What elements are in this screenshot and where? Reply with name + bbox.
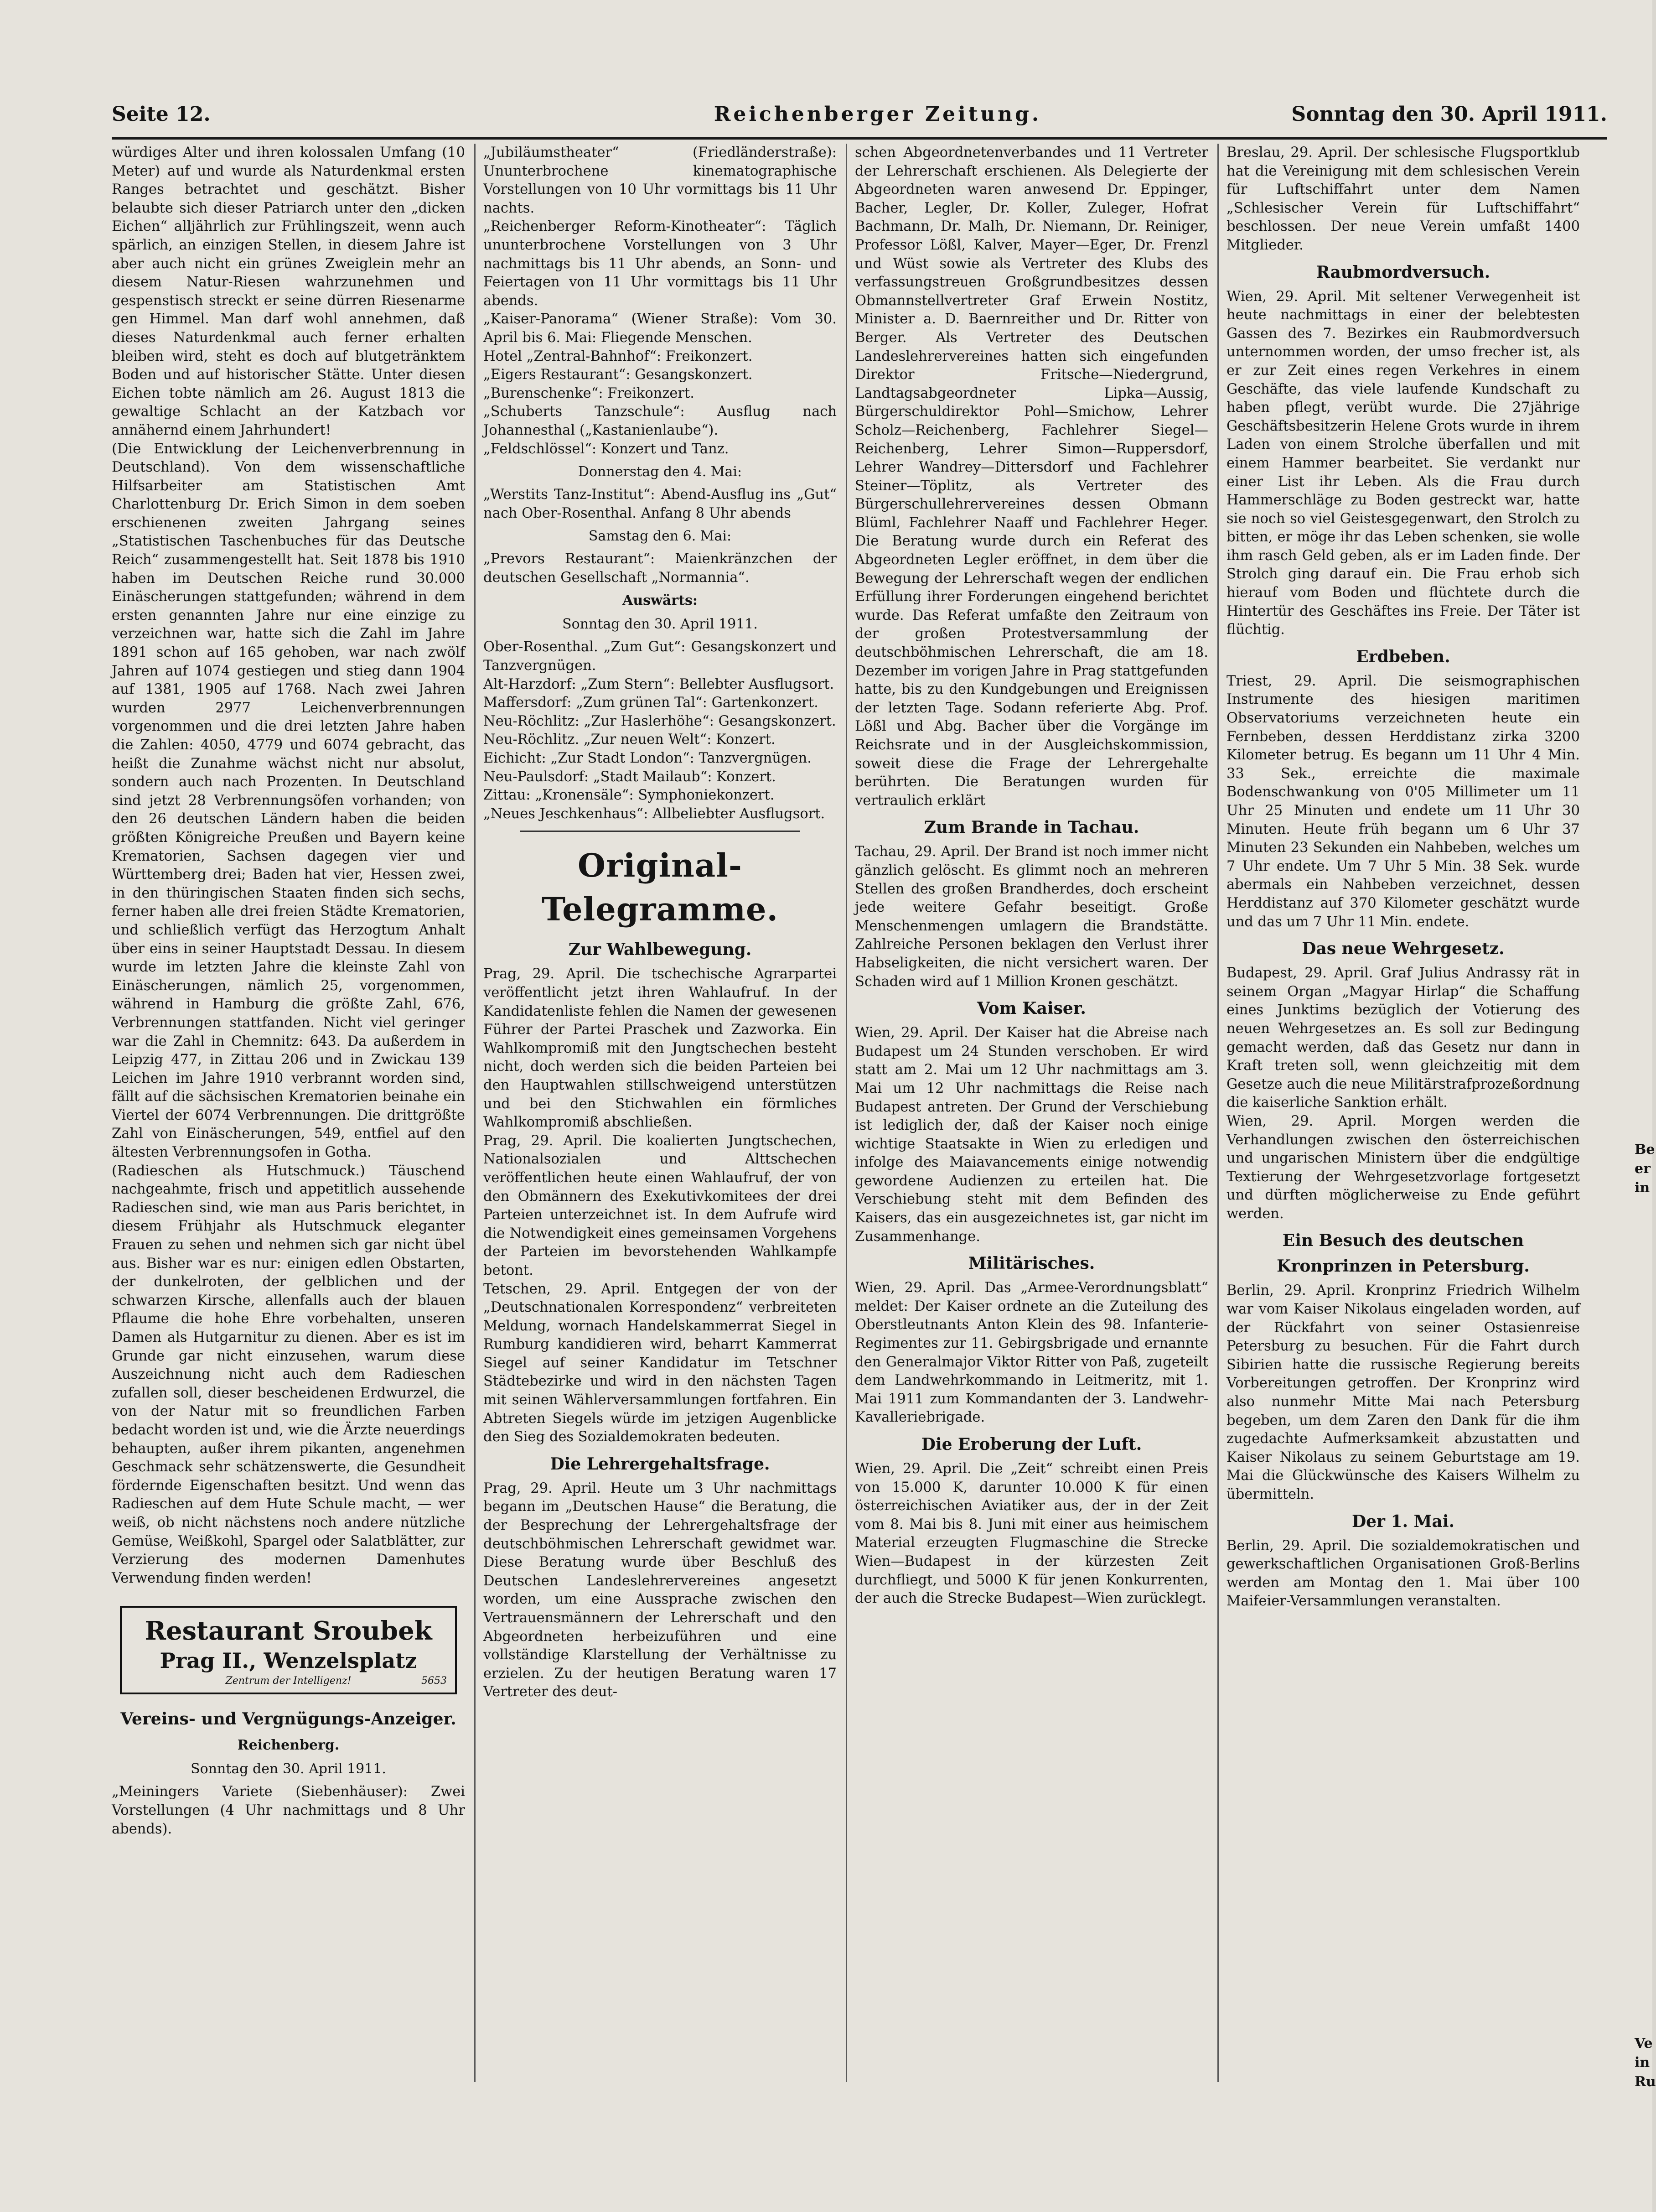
headline-erster-mai: Der 1. Mai. — [1351, 1511, 1455, 1531]
listing: „Reichenberger Reform-Kinotheater“: Täglich ununterbrochene Vorstellungen von 3 Uhr nachmittags bis 11 Uhr abends, an Sonn- und Feiertagen von 11 Uhr vormittags bis 11 Uhr abends. — [483, 218, 837, 309]
column-separator — [1217, 144, 1219, 2082]
adjacent-page-edge-bottom — [1635, 2034, 1656, 2092]
section-place-reichenberg: Reichenberg. — [237, 1737, 340, 1754]
listing: „Burenschenke“: Freikonzert. — [483, 385, 694, 401]
column-4 — [1226, 144, 1580, 2091]
listing: „Schuberts Tanzschule“: Ausflug nach Johannesthal („Kastanienlaube“). — [483, 404, 837, 438]
column-2 — [483, 144, 837, 2091]
column-separator — [474, 144, 476, 2082]
listing: „Werstits Tanz-Institut“: Abend-Ausflug ins „Gut“ nach Ober-Rosenthal. Anfang 8 Uhr abends — [483, 487, 837, 521]
listing: Zittau: „Kronensäle“: Symphoniekonzert. — [483, 787, 775, 804]
section-title-vereins: Vereins- und Vergnügungs-Anzeiger. — [120, 1709, 456, 1729]
section-title-telegramme: Original-Telegramme. — [542, 846, 778, 929]
headline-vom-kaiser: Vom Kaiser. — [977, 999, 1086, 1018]
article-text: Wien, 29. April. Der Kaiser hat die Abreise nach Budapest um 24 Stunden verschoben. Er wird statt am 2. Mai um 12 Uhr nachmittags am 3. Mai um 12 Uhr nachmittags die Reise nach Budapest antreten. Der Grund der Verschiebung ist lediglich der, daß der Kaiser noch einige wichtige Staatsakte in Wien zu erledigen und infolge des Maiavancements einige notwendig gewordene Audienzen zu erteilen hat. Die Verschiebung steht mit dem Befinden des Kaisers, das ein ausgezeichnetes ist, gar nicht im Zusammenhange. — [855, 1025, 1208, 1245]
listing: Alt-Harzdorf: „Zum Stern“: Bellebter Ausflugsort. — [483, 676, 834, 692]
article-radieschen: (Radieschen als Hutschmuck.) Täuschend nachgeahmte, frisch und appetitlich aussehende Radieschen sind, wie man aus Paris berichtet, in diesem Frühjahr als Hutschmuck eleganter Frauen zu sehen und nehmen sich gar nicht übel aus. Bisher war es nur: einigen edlen Obstarten, der dunkelroten, der gelblichen und der schwarzen Kirsche, allenfalls auch der blauen Pflaume die hohe Ehre vorbehalten, unseren Damen als Hutgarnitur zu dienen. Aber es ist im Grunde gar nicht einzusehen, warum diese Auszeichnung nicht auch dem Radieschen zufallen soll, dieser bescheidenen Erdwurzel, die von der Natur mit so freundlichen Farben bedacht worden ist und, wie die Ärzte neuerdings behaupten, außer ihrem pikanten, angenehmen Geschmack sehr schätzenswerte, die Gesundheit fördernde Eigenschaften besitzt. Und wenn das Radieschen auf dem Hute Schule macht, — wer weiß, ob nicht nächstens noch andere nützliche Gemüse, Weißkohl, Spargel oder Salatblätter, zur Verzierung des modernen Damenhutes Verwendung finden werden! — [112, 1163, 465, 1586]
article-text: Triest, 29. April. Die seismographischen Instrumente des hiesigen maritimen Observatoriums verzeichneten heute ein Fernbeben, dessen Herddistanz zirka 3200 Kilometer betrug. Es begann um 11 Uhr 4 Min. 33 Sek., erreichte die maximale Bodenschwankung von 0'05 Millimeter um 11 Uhr 25 Minuten und endete um 11 Uhr 30 Minuten. Heute früh begann um 6 Uhr 37 Minuten 23 Sekunden ein Nahbeben, welches um 7 Uhr endete. Um 7 Uhr 5 Min. 38 Sek. wurde abermals ein Nahbeben verzeichnet, dessen Herddistanz auf 370 Kilometer geschätzt wurde und das um 7 Uhr 11 Min. endete. — [1226, 673, 1580, 930]
article-text: Wien, 29. April. Mit seltener Verwegenheit ist heute nachmittags in einer der belebtesten Gassen des 7. Bezirkes ein Raubmordversuch unternommen worden, der umso frecher ist, als er zur Zeit eines regen Verkehres in einem Geschäfte, das viele laufende Kundschaft zu haben pflegt, verübt wurde. Die 27jährige Geschäftsbesitzerin Helene Grots wurde in ihrem Laden von einem Strolche überfallen und mit einem Hammer bearbeitet. Sie verdankt nur einer List ihr Leben. Als die Frau durch Hammerschläge zu Boden gestreckt war, hatte sie noch so viel Geistesgegenwart, den Strolch zu bitten, er möge ihr das Leben schenken, sie wolle ihm rasch Geld geben, als er im Laden finde. Der Strolch ging darauf ein. Die Frau erhob sich hierauf vom Boden und flüchtete durch die Hintertür des Geschäftes ins Freie. Der Täter ist flüchtig. — [1226, 288, 1580, 638]
article-text: Wien, 29. April. Das „Armee-Verordnungsblatt“ meldet: Der Kaiser ordnete an die Zuteilung des Oberstleutnants Anton Klein des 98. Infanterie-Regimentes zur 11. Gebirgsbrigade und ernannte den Generalmajor Viktor Ritter von Paß, zugeteilt dem Landwehrkommando in Leitmeritz, mit 1. Mai 1911 zum Kommandanten der 3. Landwehr-Kavalleriebrigade. — [855, 1280, 1208, 1426]
vereins-listing: „Meiningers Variete (Siebenhäuser): Zwei Vorstellungen (4 Uhr nachmittags und 8 Uhr abends). — [112, 1784, 465, 1837]
headline-kronprinz-1: Ein Besuch des deutschen — [1282, 1231, 1524, 1251]
listing: „Kaiser-Panorama“ (Wiener Straße): Vom 30. April bis 6. Mai: Fliegende Menschen. — [483, 311, 837, 346]
column-separator — [846, 144, 847, 2082]
listing: „Eigers Restaurant“: Gesangskonzert. — [483, 367, 753, 383]
headline-militaerisches: Militärisches. — [968, 1254, 1095, 1273]
restaurant-advertisement — [120, 1606, 457, 1694]
article-eiche-text: würdiges Alter und ihren kolossalen Umfang (10 Meter) auf und wurde als Naturdenkmal ersten Ranges betrachtet und geschätzt. Bisher belaubte sich dieser Patriarch unter den „dicken Eichen“ alljährlich zur Frühlingszeit, wenn auch spärlich, an einzigen Stellen, in diesem Jahre ist aber auch nicht ein grünes Zweiglein mehr an diesem Natur-Riesen wahrzunehmen und gespenstisch streckt er seine dürren Riesenarme gen Himmel. Man darf wohl annehmen, daß dieses Naturdenkmal auch ferner erhalten bleiben wird, steht es doch auf blutgetränktem Boden und auf historischer Stätte. Unter diesen Eichen tobte nämlich am 26. August 1813 die gewaltige Schlacht an der Katzbach vor annähernd einem Jahrhundert! — [112, 145, 465, 438]
headline-brand-tachau: Zum Brande in Tachau. — [924, 818, 1139, 837]
date-line: Sonntag den 30. April 1911. — [562, 616, 758, 633]
listing: Neu-Röchlitz. „Zur neuen Welt“: Konzert. — [483, 732, 776, 748]
headline-eroberung-luft: Die Eroberung der Luft. — [921, 1435, 1142, 1454]
edge-line: in — [1635, 1180, 1650, 1196]
listing: „Feldschlössel“: Konzert und Tanz. — [483, 441, 729, 457]
column-1 — [112, 144, 465, 2091]
article-leichenverbrennung: (Die Entwicklung der Leichenverbrennung in Deutschland). Von dem wissenschaftliche Hilfsarbeiter am Statistischen Amt Charlottenburg Dr. Erich Simon in dem soeben erschienenen zweiten Jahrgang seines „Statistischen Taschenbuches für das Deutsche Reich“ zusammengestellt hat. Seit 1878 bis 1910 haben im Deutschen Reiche rund 30.000 Einäscherungen stattgefunden; während in dem ersten genannten Jahre nur eine einzige zu verzeichnen war, hatte sich die Zahl im Jahre 1891 schon auf 165 gehoben, war nach zwölf Jahren auf 1074 gestiegen und stieg dann 1904 auf 1381, 1905 auf 1768. Nach zwei Jahren wurden 2977 Leichenverbrennungen vorgenommen und die drei letzten Jahre haben die Zahlen: 4050, 4779 und 6074 gebracht, das heißt die Zunahme wächst nicht nur absolut, sondern auch nach Prozenten. In Deutschland sind jetzt 28 Verbrennungsöfen vorhanden; von den 26 deutschen Ländern haben die beiden größten Königreiche Preußen und Bayern keine Krematorien, Sachsen dagegen vier und Württemberg drei; Baden hat vier, Hessen zwei, in den thüringischen Staaten finden sich sechs, ferner haben alle drei freien Städte Krematorien, und schließlich verfügt das Herzogtum Anhalt über eins in seiner Hauptstadt Dessau. In diesem wurde im letzten Jahre die kleinste Zahl von Einäscherungen, nämlich 25, vorgenommen, während in Hamburg die größte Zahl, 676, Verbrennungen stattfanden. Nicht viel geringer war die Zahl in Chemnitz: 643. Da außerdem in Leipzig 477, in Zittau 206 und in Zwickau 139 Leichen im Jahre 1910 verbrannt worden sind, fällt auf die sächsischen Krematorien beinahe ein Viertel der 6074 Verbrennungen. Die drittgrößte Zahl von Einäscherungen, 549, entfiel auf den ältesten Verbrennungsofen in Gotha. — [112, 441, 465, 1161]
edge-line: in — [1635, 2055, 1650, 2071]
headline-lehrergehalt: Die Lehrergehaltsfrage. — [550, 1454, 770, 1474]
article-text: Berlin, 29. April. Die sozialdemokratischen und gewerkschaftlichen Organisationen Groß-Berlins werden am Montag den 1. Mai über 100 Maifeier-Versammlungen veranstalten. — [1226, 1537, 1580, 1610]
headline-raubmordversuch: Raubmordversuch. — [1316, 262, 1490, 282]
listing: Ober-Rosenthal. „Zum Gut“: Gesangskonzert und Tanzvergnügen. — [483, 639, 837, 674]
listing: Neu-Paulsdorf: „Stadt Mailaub“: Konzert. — [483, 768, 776, 785]
edge-line: Ru — [1635, 2074, 1656, 2090]
headline-erdbeben: Erdbeben. — [1356, 647, 1450, 666]
page-header — [112, 103, 1607, 139]
ad-slogan-text: Zentrum der Intelligenz! — [225, 1675, 352, 1687]
ad-restaurant-name: Restaurant Sroubek — [145, 1616, 432, 1646]
article-text: Tachau, 29. April. Der Brand ist noch immer nicht gänzlich gelöscht. Es glimmt noch an mehreren Stellen des großen Brandherdes, doch erscheint jede weitere Gefahr beseitigt. Große Menschenmengen umlagern die Brandstätte. Zahlreiche Personen beklagen den Verlust ihrer Habseligkeiten, die nicht versichert waren. Der Schaden wird auf 1 Million Kronen geschätzt. — [855, 844, 1208, 990]
column-3 — [855, 144, 1208, 2091]
headline-wahlbewegung: Zur Wahlbewegung. — [568, 940, 752, 960]
ad-slogan — [130, 1674, 447, 1688]
ad-number: 5653 — [421, 1675, 447, 1687]
date-line: Donnerstag den 4. Mai: — [578, 464, 742, 480]
section-auswaerts: Auswärts: — [622, 592, 698, 609]
listing: Eichicht: „Zur Stadt London“: Tanzvergnügen. — [483, 750, 812, 767]
section-date: Sonntag den 30. April 1911. — [191, 1761, 386, 1777]
page-number: Seite 12. — [112, 103, 211, 126]
listing: Neu-Röchlitz: „Zur Haslerhöhe“: Gesangskonzert. — [483, 713, 836, 729]
adjacent-page-edge — [1635, 1140, 1655, 1198]
listing: „Jubiläumstheater“ (Friedländerstraße): Ununterbrochene kinematographische Vorstellungen von 10 Uhr vormittags bis 11 Uhr nachts. — [483, 145, 837, 216]
article-text: Prag, 29. April. Heute um 3 Uhr nachmittags begann im „Deutschen Hause“ die Beratung, die der Besprechung der Lehrergehaltsfrage der deutschböhmischen Lehrerschaft gewidmet war. Diese Beratung wurde über Beschluß des Deutschen Landeslehrervereines angesetzt worden, um eine Aussprache zwischen den Vertrauensmännern der Lehrerschaft und den Abgeordneten herbeizuführen und eine vollständige Klarstellung der Verhältnisse zu erzielen. Zu der heutigen Beratung waren 17 Vertreter des deut- — [483, 1480, 837, 1700]
article-text: Tetschen, 29. April. Entgegen der von der „Deutschnationalen Korrespondenz“ verbreiteten Meldung, wornach Handelskammerrat Siegel in Rumburg kandidieren wird, beharrt Kammerrat Siegel auf seiner Kandidatur im Tetschner Städtebezirke und wird in den nächsten Tagen mit seinen Wählerversammlungen fortfahren. Ein Abtreten Siegels würde im jetzigen Augenblicke den Sieg des Sozialdemokraten bedeuten. — [483, 1281, 837, 1445]
masthead: Reichenberger Zeitung. — [714, 103, 1042, 126]
date-line: Samstag den 6. Mai: — [588, 528, 732, 545]
divider — [520, 831, 800, 832]
headline-kronprinz-2: Kronprinzen in Petersburg. — [1277, 1257, 1530, 1276]
article-text: Breslau, 29. April. Der schlesische Flugsportklub hat die Vereinigung mit dem schlesischen Verein für Luftschiffahrt unter dem Namen „Schlesischer Verein für Luftschiffahrt“ beschlossen. Der neue Verein umfaßt 1400 Mitglieder. — [1226, 145, 1580, 253]
edge-line: er — [1635, 1161, 1651, 1177]
listing: „Prevors Restaurant“: Maienkränzchen der deutschen Gesellschaft „Normannia“. — [483, 551, 837, 586]
header-rule — [112, 137, 1607, 140]
ad-address: Prag II., Wenzelsplatz — [160, 1648, 417, 1673]
listing: „Neues Jeschkenhaus“: Allbeliebter Ausflugsort. — [483, 805, 825, 822]
headline-wehrgesetz: Das neue Wehrgesetz. — [1302, 939, 1505, 959]
article-text: Prag, 29. April. Die tschechische Agrarpartei veröffentlicht jetzt ihren Wahlaufruf. In der Kandidatenliste fehlen die Namen der gewesenen Führer der Partei Praschek und Zazworka. Ein Wahlkompromiß mit den Jungtschechen besteht nicht, doch werden sich die beiden Parteien bei den Hauptwahlen stillschweigend unterstützen und bei den Stichwahlen ein förmliches Wahlkompromiß abschließen. — [483, 966, 837, 1131]
article-text: Prag, 29. April. Die koalierten Jungtschechen, Nationalsozialen und Alttschechen veröffentlichen heute einen Wahlaufruf, der von den Obmännern des Exekutivkomitees der drei Parteien unterzeichnet ist. In dem Aufrufe wird die Notwendigkeit eines gemeinsamen Vorgehens der Parteien im bevorstehenden Wahlkampfe betont. — [483, 1132, 837, 1278]
article-text: Budapest, 29. April. Graf Julius Andrassy rät in seinem Organ „Magyar Hirlap“ die Schaffung eines Junktims bezüglich der Votierung des neuen Wehrgesetzes an. Es soll zur Bedingung gemacht werden, daß das Gesetz nur dann in Kraft treten soll, wenn gleichzeitig mit dem Gesetze auch die neue Militärstrafprozeßordnung die kaiserliche Sanktion erhält. — [1226, 965, 1580, 1111]
issue-date: Sonntag den 30. April 1911. — [1291, 103, 1607, 126]
listing: Maffersdorf: „Zum grünen Tal“: Gartenkonzert. — [483, 695, 818, 711]
article-text: Wien, 29. April. Morgen werden die Verhandlungen zwischen den österreichischen und ungarischen Ministern über die endgültige Textierung der Wehrgesetzvorlage fortgesetzt und dürften möglicherweise zu Ende geführt werden. — [1226, 1113, 1580, 1222]
listing: Hotel „Zentral-Bahnhof“: Freikonzert. — [483, 348, 753, 364]
article-text: Berlin, 29. April. Kronprinz Friedrich Wilhelm war vom Kaiser Nikolaus eingeladen worden, auf der Rückfahrt von seiner Ostasienreise Petersburg zu besuchen. Für die Fahrt durch Sibirien hatte die russische Regierung bereits Vorbereitungen getroffen. Der Kronprinz wird also nunmehr Mitte Mai nach Petersburg begeben, um dem Zaren den Dank für die ihm zugedachte Aufmerksamkeit abzustatten und Kaiser Nikolaus zu seinem Geburtstage am 19. Mai die Glückwünsche des Kaisers Wilhelm zu übermitteln. — [1226, 1283, 1580, 1502]
edge-line: Ve — [1635, 2035, 1653, 2051]
edge-line: Be — [1635, 1142, 1655, 1158]
article-text: schen Abgeordnetenverbandes und 11 Vertreter der Lehrerschaft erschienen. Als Delegierte der Abgeordneten waren anwesend Dr. Eppinger, Bacher, Legler, Dr. Koller, Zuleger, Hofrat Bachmann, Dr. Malh, Dr. Niemann, Dr. Reiniger, Professor Lößl, Kalver, Mayer—Eger, Dr. Frenzl und Wüst sowie als Vertreter des Klubs des verfassungstreuen Großgrundbesitzes dessen Obmannstellvertreter Graf Erwein Nostitz, Minister a. D. Baernreither und Dr. Ritter von Berger. Als Vertreter des Deutschen Landeslehrervereines hatten sich eingefunden Direktor Fritsche—Niedergrund, Landtagsabgeordneter Lipka—Aussig, Bürgerschuldirektor Pohl—Smichow, Lehrer Scholz—Reichenberg, Fachlehrer Siegel—Reichenberg, Lehrer Simon—Ruppersdorf, Lehrer Wandrey—Dittersdorf und Fachlehrer Steiner—Töplitz, als Vertreter des Bürgerschullehrervereines dessen Obmann Blüml, Fachlehrer Naaff und Fachlehrer Heger. Die Beratung wurde durch ein Referat des Abgeordneten Legler eröffnet, in dem über die Bewegung der Lehrerschaft wegen der endlichen Erfüllung ihrer Forderungen eingehend berichtet wurde. Das Referat umfaßte den Zeitraum von der großen Protestversammlung der deutschböhmischen Lehrerschaft, die am 18. Dezember im vorigen Jahre in Prag stattgefunden hatte, bis zu den Kundgebungen und Ereignissen der letzten Tage. Sodann referierte Abg. Prof. Lößl und Abg. Bacher über die Vorgänge im Reichsrate und in der Ausgleichskommission, soweit diese die Frage der Lehrergehalte berührten. Die Beratungen wurden für vertraulich erklärt — [855, 145, 1208, 809]
article-text: Wien, 29. April. Die „Zeit“ schreibt einen Preis von 15.000 K, darunter 10.000 K für einen österreichischen Aviatiker aus, der in der Zeit vom 8. Mai bis 8. Juni mit einer aus heimischem Material erzeugten Flugmaschine die Strecke Wien—Budapest in der kürzesten Zeit durchfliegt, und 5000 K für jenen Konkurrenten, der auch die Strecke Budapest—Wien zurücklegt. — [855, 1461, 1208, 1607]
